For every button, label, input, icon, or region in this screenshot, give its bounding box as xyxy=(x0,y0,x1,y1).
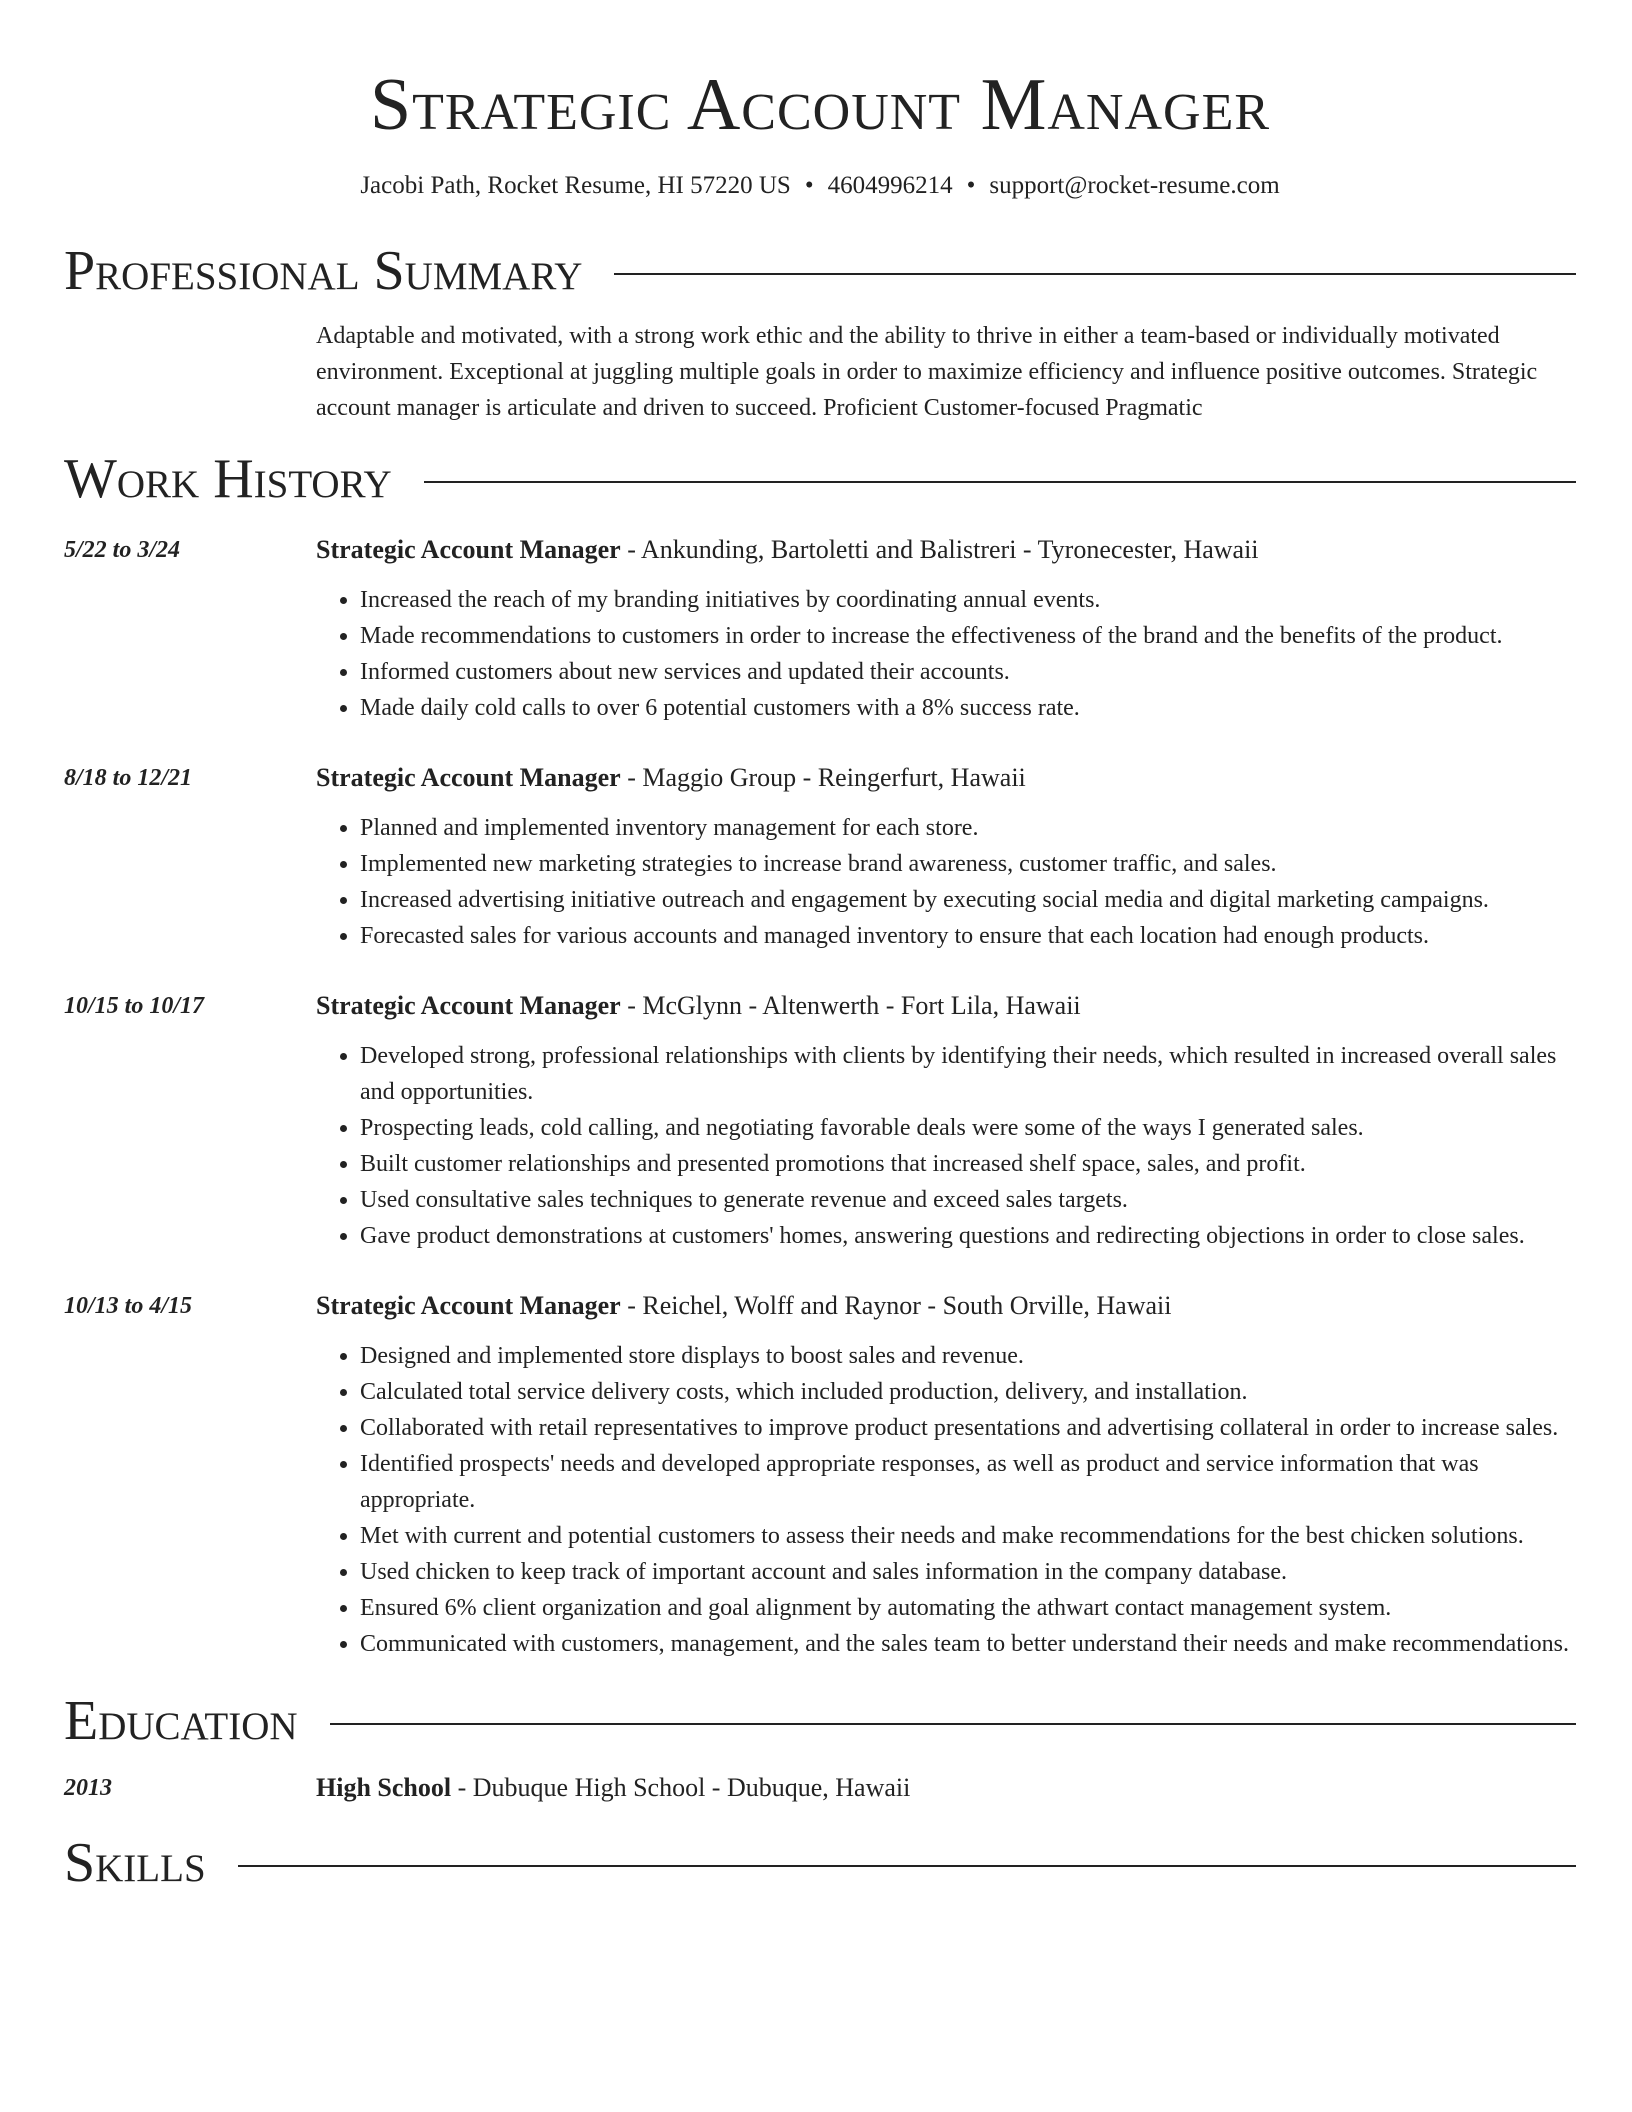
contact-separator: • xyxy=(804,172,814,199)
job-bullet: • Made daily cold calls to over 6 potential customers with a 8% success rate. xyxy=(360,690,1576,726)
job-entry xyxy=(64,760,1576,954)
job-role: Strategic Account Manager xyxy=(316,991,621,1020)
education-year: 2013 xyxy=(64,1775,112,1801)
job-bullet: • Identified prospects' needs and developed appropriate responses, as well as product and service information that was appropriate. xyxy=(360,1446,1576,1518)
education-degree: High School xyxy=(316,1773,452,1802)
job-dates: 5/22 to 3/24 xyxy=(64,537,181,563)
contact-phone: 4604996214 xyxy=(827,172,953,199)
job-company: - Maggio Group - Reingerfurt, Hawaii xyxy=(620,763,1026,792)
education-heading xyxy=(316,1770,1576,1806)
work-section-header xyxy=(64,444,1576,514)
job-company: - Reichel, Wolff and Raynor - South Orville, Hawaii xyxy=(620,1291,1172,1320)
section-divider xyxy=(330,1723,1576,1725)
job-bullet: • Built customer relationships and presented promotions that increased shelf space, sales, and profit. xyxy=(360,1146,1576,1182)
education-body xyxy=(316,1770,1576,1806)
work-section-title: Work History xyxy=(64,448,392,510)
job-heading xyxy=(316,532,1576,568)
job-bullet: • Developed strong, professional relationships with clients by identifying their needs, which resulted in increased overall sales and opportunities. xyxy=(360,1038,1576,1110)
job-body xyxy=(316,760,1576,954)
summary-section-header xyxy=(64,236,1576,306)
job-bullets xyxy=(316,1038,1576,1254)
resume-title: Strategic Account Manager xyxy=(369,64,1271,146)
job-bullets xyxy=(316,582,1576,726)
job-dates: 8/18 to 12/21 xyxy=(64,765,193,791)
education-entry xyxy=(64,1770,1576,1806)
job-dates: 10/13 to 4/15 xyxy=(64,1293,193,1319)
job-bullet: • Collaborated with retail representatives to improve product presentations and advertising collateral in order to increase sales. xyxy=(360,1410,1576,1446)
contact-email: support@rocket-resume.com xyxy=(989,172,1280,199)
job-bullet: • Used chicken to keep track of important account and sales information in the company database. xyxy=(360,1554,1576,1590)
job-bullet: • Forecasted sales for various accounts and managed inventory to ensure that each location had enough products. xyxy=(360,918,1576,954)
job-entry xyxy=(64,988,1576,1254)
job-role: Strategic Account Manager xyxy=(316,535,621,564)
job-bullet: • Made recommendations to customers in order to increase the effectiveness of the brand and the benefits of the product. xyxy=(360,618,1576,654)
job-entry xyxy=(64,532,1576,726)
job-bullet: • Ensured 6% client organization and goal alignment by automating the athwart contact management system. xyxy=(360,1590,1576,1626)
skills-section-header xyxy=(64,1828,1576,1898)
summary-text: Adaptable and motivated, with a strong work ethic and the ability to thrive in either a team-based or individually motivated environment. Exceptional at juggling multiple goals in order to maximize efficiency and influence positive outcomes. Strategic account manager is articulate and driven to succeed. Proficient Customer-focused Pragmatic xyxy=(316,323,1538,421)
job-bullets xyxy=(316,1338,1576,1662)
job-heading xyxy=(316,988,1576,1024)
job-bullet: • Communicated with customers, management, and the sales team to better understand their needs and make recommendations. xyxy=(360,1626,1576,1662)
job-dates: 10/15 to 10/17 xyxy=(64,993,205,1019)
summary-section-title: Professional Summary xyxy=(64,240,583,302)
job-bullets xyxy=(316,810,1576,954)
contact-line xyxy=(64,170,1576,202)
job-bullet: • Calculated total service delivery costs, which included production, delivery, and installation. xyxy=(360,1374,1576,1410)
education-school: - Dubuque High School - Dubuque, Hawaii xyxy=(451,1773,911,1802)
job-bullet: • Prospecting leads, cold calling, and negotiating favorable deals were some of the ways I generated sales. xyxy=(360,1110,1576,1146)
job-bullet: • Informed customers about new services and updated their accounts. xyxy=(360,654,1576,690)
contact-separator: • xyxy=(966,172,976,199)
job-bullet: • Increased advertising initiative outreach and engagement by executing social media and digital marketing campaigns. xyxy=(360,882,1576,918)
job-bullet: • Met with current and potential customers to assess their needs and make recommendations for the best chicken solutions. xyxy=(360,1518,1576,1554)
job-heading xyxy=(316,1288,1576,1324)
job-bullet: • Used consultative sales techniques to generate revenue and exceed sales targets. xyxy=(360,1182,1576,1218)
job-heading xyxy=(316,760,1576,796)
job-role: Strategic Account Manager xyxy=(316,1291,621,1320)
job-body xyxy=(316,532,1576,726)
job-company: - McGlynn - Altenwerth - Fort Lila, Hawaii xyxy=(620,991,1081,1020)
section-divider xyxy=(614,273,1576,275)
job-company: - Ankunding, Bartoletti and Balistreri - Tyronecester, Hawaii xyxy=(620,535,1259,564)
education-section-title: Education xyxy=(64,1690,298,1752)
job-role: Strategic Account Manager xyxy=(316,763,621,792)
section-divider xyxy=(424,481,1576,483)
job-body xyxy=(316,1288,1576,1662)
education-section-header xyxy=(64,1686,1576,1756)
section-divider xyxy=(238,1865,1576,1867)
job-body xyxy=(316,988,1576,1254)
skills-section-title: Skills xyxy=(64,1832,206,1894)
resume-page xyxy=(64,0,1576,1898)
job-bullet: • Implemented new marketing strategies to increase brand awareness, customer traffic, and sales. xyxy=(360,846,1576,882)
job-entry xyxy=(64,1288,1576,1662)
job-bullet: • Gave product demonstrations at customers' homes, answering questions and redirecting objections in order to close sales. xyxy=(360,1218,1576,1254)
job-bullet: • Planned and implemented inventory management for each store. xyxy=(360,810,1576,846)
job-bullet: • Increased the reach of my branding initiatives by coordinating annual events. xyxy=(360,582,1576,618)
contact-address: Jacobi Path, Rocket Resume, HI 57220 US xyxy=(360,172,791,199)
job-bullet: • Designed and implemented store displays to boost sales and revenue. xyxy=(360,1338,1576,1374)
